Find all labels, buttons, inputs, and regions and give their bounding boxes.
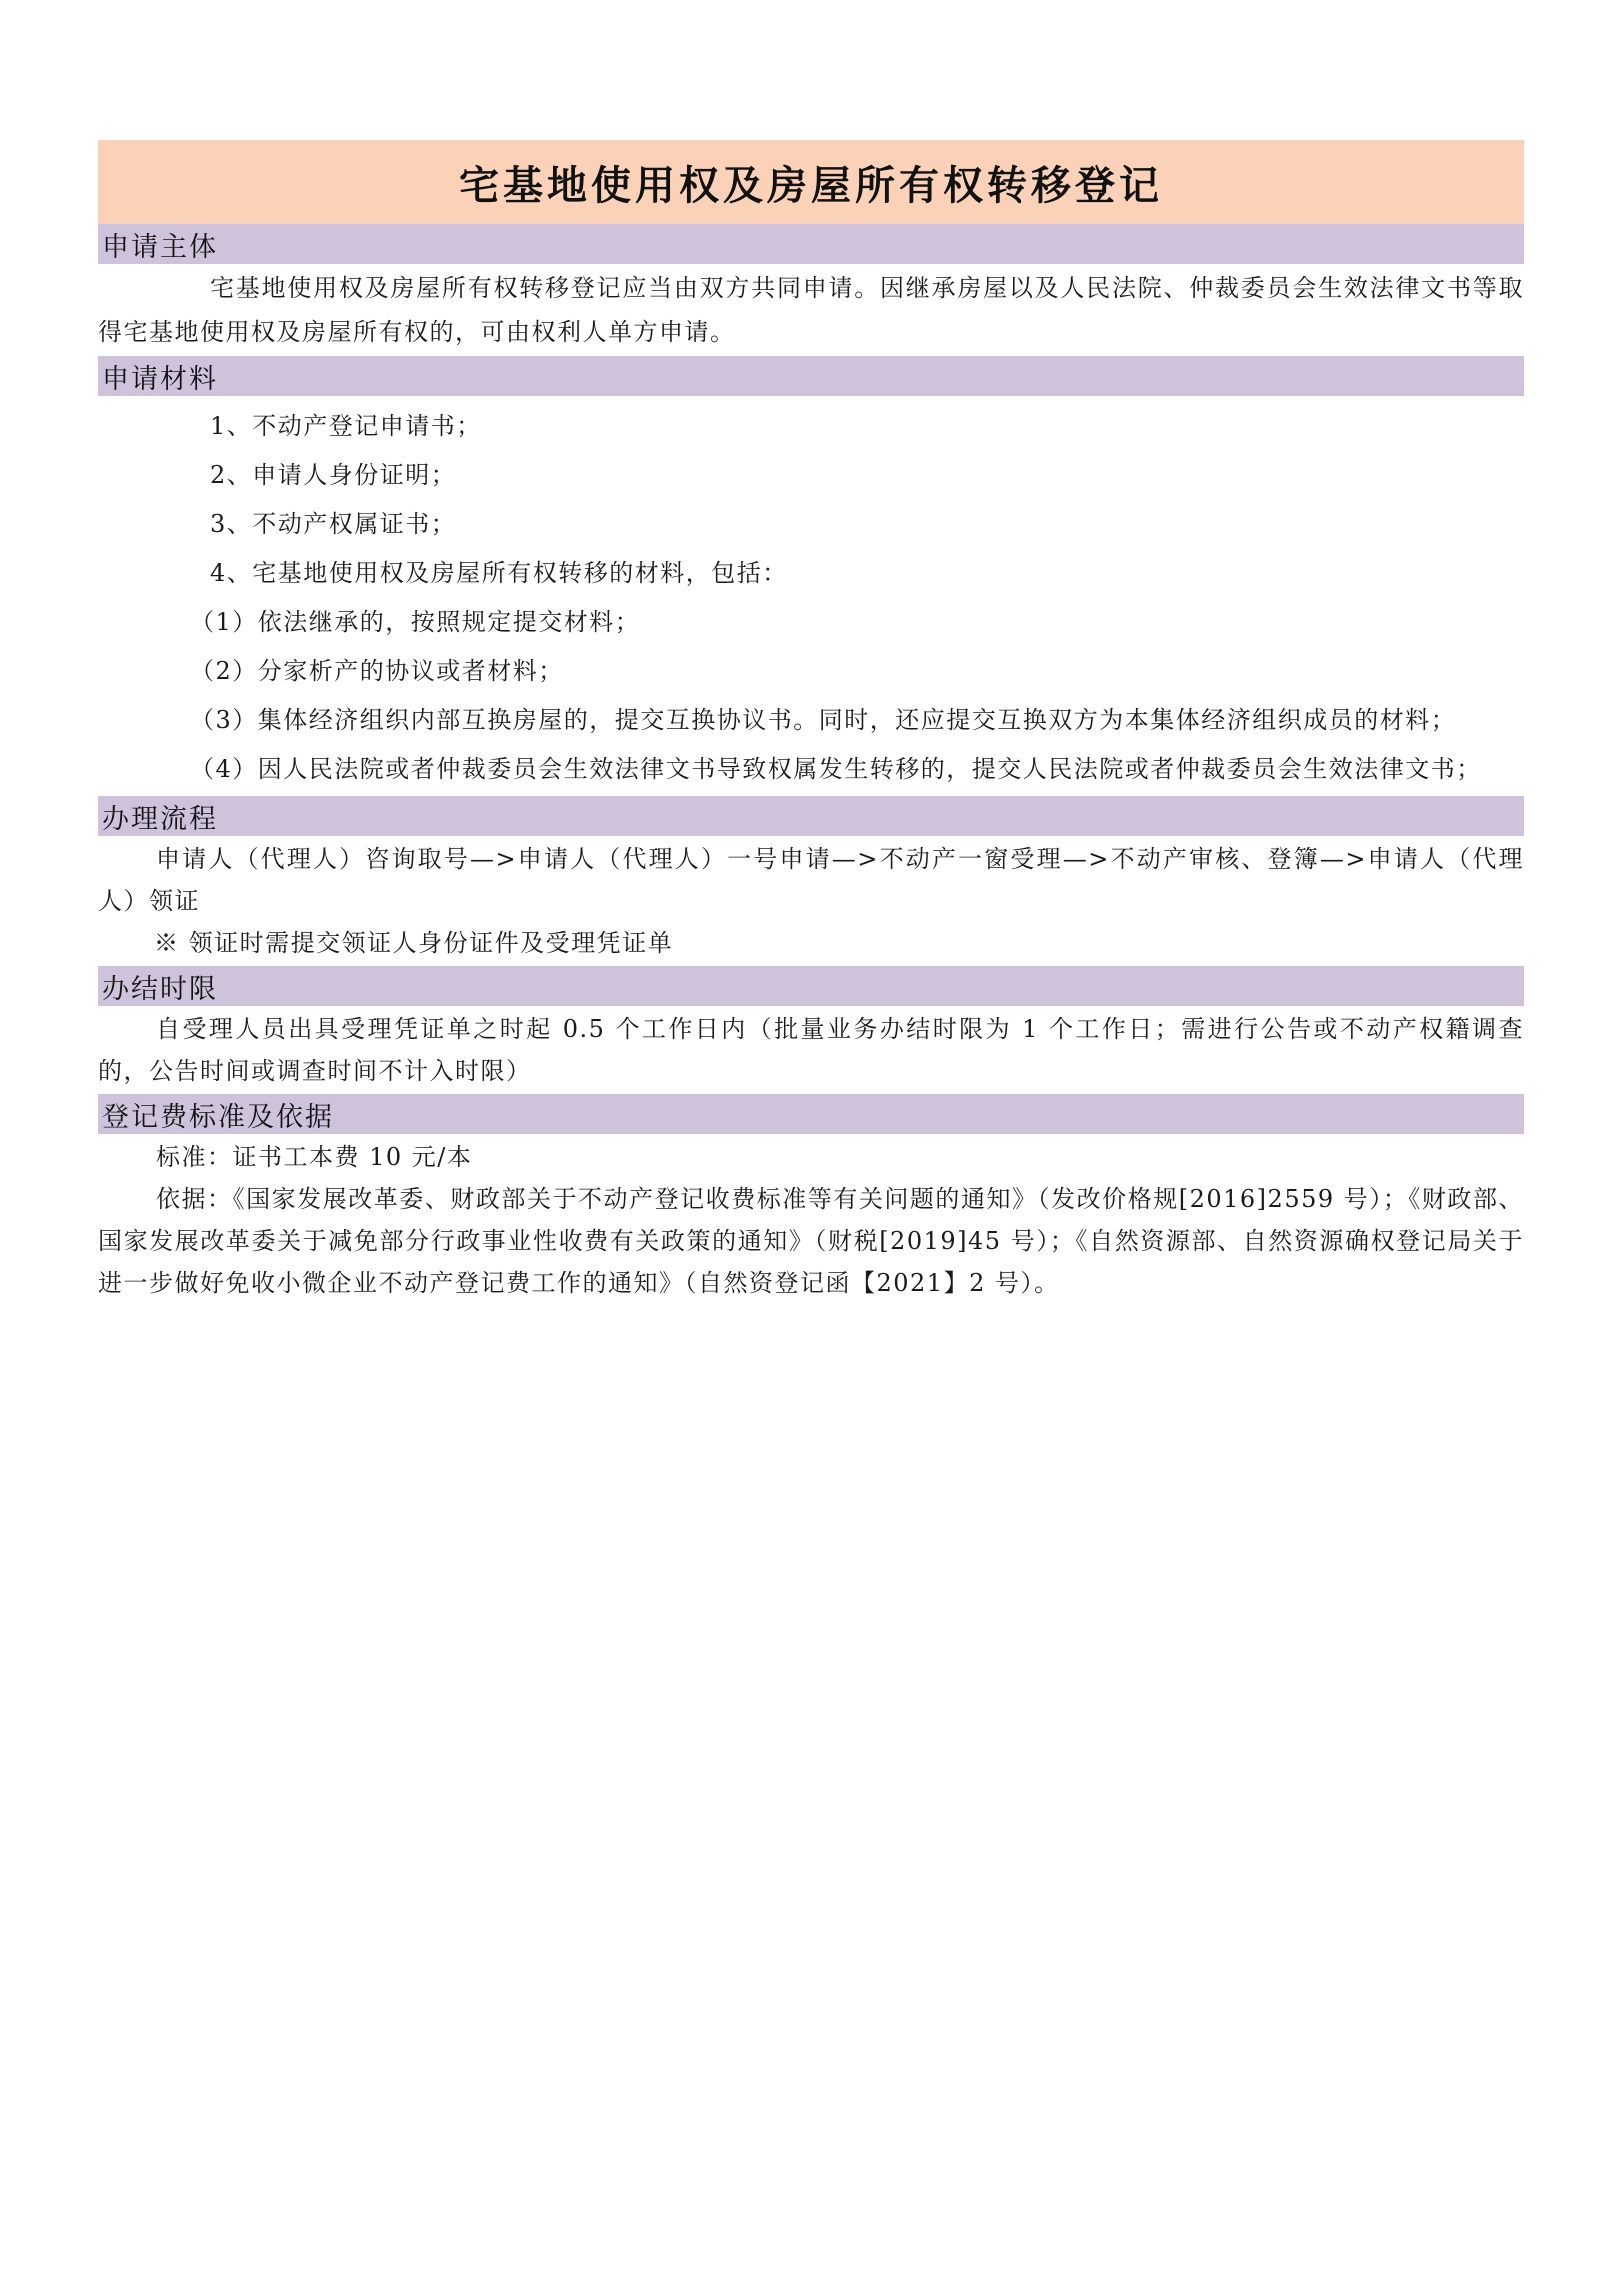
process-note: ※ 领证时需提交领证人身份证件及受理凭证单 xyxy=(154,929,674,957)
material-subitem: （2）分家析产的协议或者材料； xyxy=(190,657,564,685)
material-item: 1、不动产登记申请书； xyxy=(210,412,482,440)
page-title: 宅基地使用权及房屋所有权转移登记 xyxy=(459,161,1163,209)
material-subitem: （1）依法继承的，按照规定提交材料； xyxy=(190,608,641,636)
section-body-materials xyxy=(98,396,1524,796)
fee-standard: 标准：证书工本费 10 元/本 xyxy=(156,1143,473,1171)
material-subitem: （4）因人民法院或者仲裁委员会生效法律文书导致权属发生转移的，提交人民法院或者仲裁委员会生效法律文书； xyxy=(190,755,1482,783)
section-body-subject xyxy=(98,264,1524,356)
section-header-time-limit: 办结时限 xyxy=(98,966,1524,1006)
fee-basis: 依据：《国家发展改革委、财政部关于不动产登记收费标准等有关问题的通知》（发改价格规[2016]2559 号）；《财政部、国家发展改革委关于减免部分行政事业性收费有关政策的通知》（财税[2019]45 号）；《自然资源部、自然资源确权登记局关于进一步做好免收小微企业不动产登记费工作的通知》（自然资登记函【2021】2 号）。 xyxy=(98,1185,1524,1297)
title-bar xyxy=(98,140,1524,224)
material-subitem: （3）集体经济组织内部互换房屋的，提交互换协议书。同时，还应提交互换双方为本集体经济组织成员的材料； xyxy=(190,706,1457,734)
section-body-process xyxy=(98,836,1524,966)
process-text: 申请人（代理人）咨询取号—>申请人（代理人）一号申请—>不动产一窗受理—>不动产审核、登簿—>申请人（代理人）领证 xyxy=(98,845,1524,915)
section-header-materials: 申请材料 xyxy=(98,356,1524,396)
section-body-fee xyxy=(98,1134,1524,1306)
section-header-process: 办理流程 xyxy=(98,796,1524,836)
material-item: 2、申请人身份证明； xyxy=(210,461,457,489)
material-item: 4、宅基地使用权及房屋所有权转移的材料，包括： xyxy=(210,559,788,587)
section-header-fee: 登记费标准及依据 xyxy=(98,1094,1524,1134)
material-item: 3、不动产权属证书； xyxy=(210,510,457,538)
section-body-time-limit xyxy=(98,1006,1524,1094)
time-limit-text: 自受理人员出具受理凭证单之时起 0.5 个工作日内（批量业务办结时限为 1 个工作日；需进行公告或不动产权籍调查的，公告时间或调查时间不计入时限） xyxy=(98,1015,1524,1085)
section-header-subject: 申请主体 xyxy=(98,224,1524,264)
subject-text: 宅基地使用权及房屋所有权转移登记应当由双方共同申请。因继承房屋以及人民法院、仲裁委员会生效法律文书等取得宅基地使用权及房屋所有权的，可由权利人单方申请。 xyxy=(98,274,1524,346)
registration-sheet xyxy=(98,140,1524,1306)
